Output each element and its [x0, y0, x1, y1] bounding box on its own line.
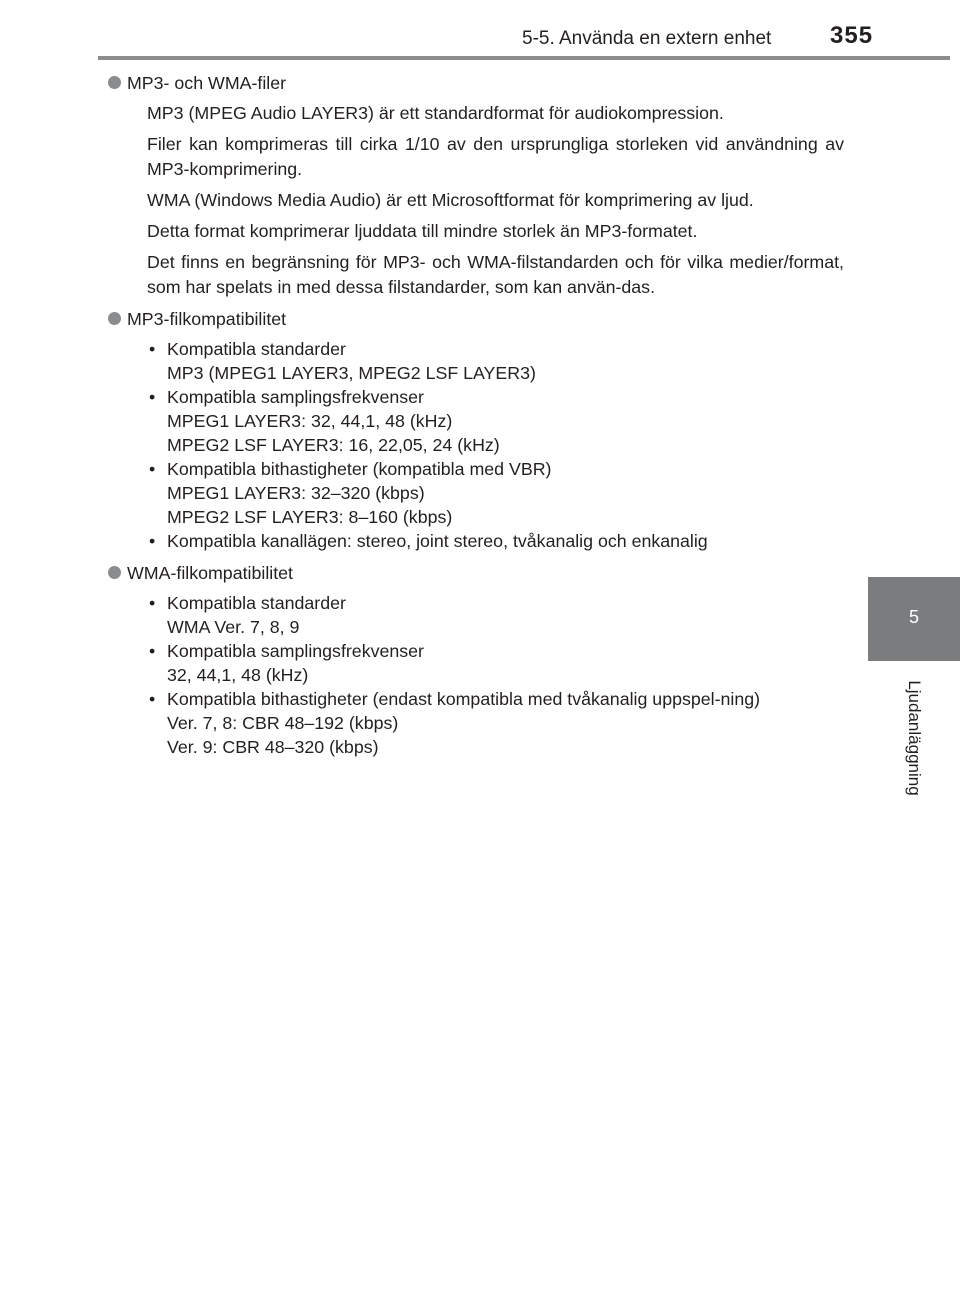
list-bullet: • [149, 689, 156, 709]
list-item [147, 457, 844, 529]
section-wma-compat [127, 560, 844, 759]
list-item [147, 337, 844, 385]
item-value: Ver. 7, 8: CBR 48–192 (kbps) [167, 713, 399, 733]
paragraph: Det finns en begränsning för MP3- och WMA-filstandarden och för vilka medier/format, som har spelats in med dessa filstandarder, som kan använ-das. [147, 252, 844, 297]
item-value: MP3 (MPEG1 LAYER3, MPEG2 LSF LAYER3) [167, 363, 536, 383]
section-heading [127, 306, 844, 332]
item-label: Kompatibla standarder [167, 593, 346, 613]
bullet-dot-icon [108, 566, 121, 579]
header-rule [98, 56, 950, 60]
bullet-dot-icon [108, 76, 121, 89]
item-label: Kompatibla samplingsfrekvenser [167, 387, 424, 407]
item-label: Kompatibla standarder [167, 339, 346, 359]
section-header-title: 5-5. Använda en extern enhet [522, 28, 772, 49]
item-label: Kompatibla samplingsfrekvenser [167, 641, 424, 661]
item-value: MPEG1 LAYER3: 32–320 (kbps) [167, 483, 425, 503]
item-value: 32, 44,1, 48 (kHz) [167, 665, 309, 685]
paragraph: MP3 (MPEG Audio LAYER3) är ett standardformat för audiokompression. [147, 103, 724, 123]
spec-list [147, 337, 844, 553]
list-item [147, 385, 844, 457]
item-value: MPEG1 LAYER3: 32, 44,1, 48 (kHz) [167, 411, 453, 431]
list-bullet: • [149, 641, 156, 661]
heading-text: MP3-filkompatibilitet [127, 309, 287, 329]
section-heading [127, 70, 844, 96]
bullet-dot-icon [108, 312, 121, 325]
spec-list [147, 591, 844, 759]
item-value: Ver. 9: CBR 48–320 (kbps) [167, 737, 379, 757]
item-value: MPEG2 LSF LAYER3: 8–160 (kbps) [167, 507, 453, 527]
chapter-tab [868, 577, 960, 661]
paragraph: Filer kan komprimeras till cirka 1/10 av den ursprungliga storleken vid användning av MP3-komprimering. [147, 134, 844, 179]
list-bullet: • [149, 459, 156, 479]
list-item [147, 529, 844, 553]
list-item [147, 687, 844, 759]
page-content [127, 70, 844, 766]
list-item [147, 591, 844, 639]
item-label: Kompatibla bithastigheter (kompatibla med VBR) [167, 459, 552, 479]
section-mp3-wma [127, 70, 844, 300]
section-heading [127, 560, 844, 586]
list-bullet: • [149, 593, 156, 613]
list-bullet: • [149, 531, 156, 551]
item-label: Kompatibla kanallägen: stereo, joint stereo, tvåkanalig och enkanalig [167, 531, 708, 551]
chapter-label: Ljudanläggning [905, 680, 924, 796]
paragraph: WMA (Windows Media Audio) är ett Microsoftformat för komprimering av ljud. [147, 190, 754, 210]
list-bullet: • [149, 339, 156, 359]
list-bullet: • [149, 387, 156, 407]
section-mp3-compat [127, 306, 844, 553]
item-value: MPEG2 LSF LAYER3: 16, 22,05, 24 (kHz) [167, 435, 500, 455]
list-item [147, 639, 844, 687]
chapter-number: 5 [908, 607, 919, 627]
heading-text: WMA-filkompatibilitet [127, 563, 293, 583]
item-value: WMA Ver. 7, 8, 9 [167, 617, 300, 637]
paragraph: Detta format komprimerar ljuddata till mindre storlek än MP3-formatet. [147, 221, 698, 241]
item-label: Kompatibla bithastigheter (endast kompatibla med tvåkanalig uppspel-ning) [167, 689, 761, 709]
page-number: 355 [830, 22, 874, 49]
heading-text: MP3- och WMA-filer [127, 73, 287, 93]
